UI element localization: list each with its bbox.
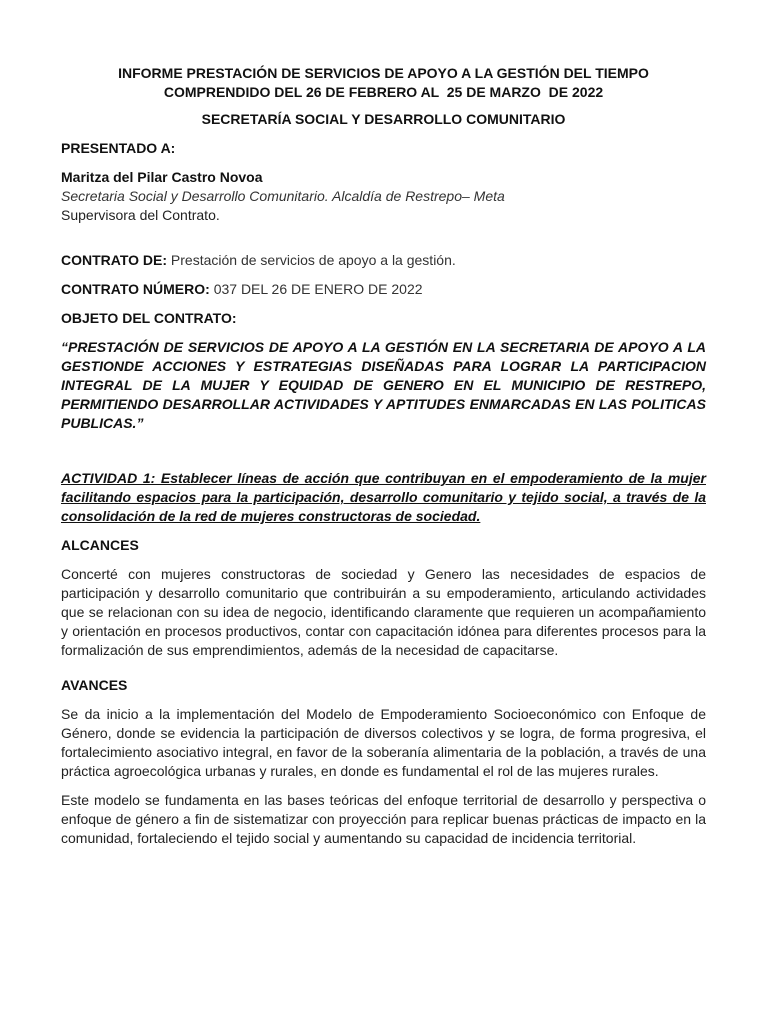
- contract-number: [61, 280, 706, 299]
- recipient-role: Supervisora del Contrato.: [61, 207, 220, 223]
- title-line-2: COMPRENDIDO DEL 26 DE FEBRERO AL 25 DE MARZO DE 2022: [163, 84, 604, 100]
- presented-label: PRESENTADO A:: [61, 140, 176, 156]
- avances-paragraph-1: Se da inicio a la implementación del Modelo de Empoderamiento Socioeconómico con Enfoque de Género, donde se evidencia la participación de diversos colectivos y se logra, de forma progresiva, el fortalecimiento asociativo integral, en favor de la soberanía alimentaria de la población, a través de una práctica agroecológica urbanas y rurales, en donde es fundamental el rol de las mujeres rurales.: [61, 706, 706, 779]
- contract-number-value: 037 DEL 26 DE ENERO DE 2022: [209, 281, 423, 297]
- recipient-block: [61, 168, 706, 225]
- alcances-text: Concerté con mujeres constructoras de sociedad y Genero las necesidades de espacios de participación y desarrollo comunitario que contribuirán a su empoderamiento, articulando actividades que se relacionan con su idea de negocio, identificando claramente que requieren un acompañamiento y orientación en procesos productivos, contar con capacitación idónea para diferentes procesos para la formalización de sus emprendimientos, además de la necesidad de capacitarse.: [61, 566, 706, 658]
- contract-number-label: CONTRATO NÚMERO:: [61, 281, 210, 297]
- contract-type: [61, 251, 706, 270]
- department-heading: SECRETARÍA SOCIAL Y DESARROLLO COMUNITARIO: [201, 111, 566, 127]
- recipient-office: Secretaria Social y Desarrollo Comunitario. Alcaldía de Restrepo– Meta: [61, 188, 505, 204]
- contract-type-value: Prestación de servicios de apoyo a la gestión.: [167, 252, 456, 268]
- title-line-1: INFORME PRESTACIÓN DE SERVICIOS DE APOYO A LA GESTIÓN DEL TIEMPO: [118, 65, 649, 81]
- avances-paragraph-2: Este modelo se fundamenta en las bases teóricas del enfoque territorial de desarrollo y perspectiva o enfoque de género a fin de sistematizar con proyección para replicar buenas prácticas de impacto en la comunidad, fortaleciendo el tejido social y aumentando su capacidad de incidencia territorial.: [61, 792, 706, 846]
- contract-type-label: CONTRATO DE:: [61, 252, 168, 268]
- alcances-heading: ALCANCES: [61, 537, 139, 553]
- contract-object-label: OBJETO DEL CONTRATO:: [61, 310, 237, 326]
- recipient-name: Maritza del Pilar Castro Novoa: [61, 169, 263, 185]
- spacer: [61, 225, 706, 251]
- avances-heading: AVANCES: [61, 677, 128, 693]
- contract-object-text: “PRESTACIÓN DE SERVICIOS DE APOYO A LA GESTIÓN EN LA SECRETARIA DE APOYO A LA GESTIONDE ACCIONES Y ESTRATEGIAS DISEÑADAS PARA LOGRAR LA PARTICIPACION INTEGRAL DE LA MUJER Y EQUIDAD DE GENERO EN EL MUNICIPIO DE RESTREPO, PERMITIENDO DESARROLLAR ACTIVIDADES Y APTITUDES ENMARCADAS EN LAS POLITICAS PUBLICAS.”: [61, 339, 706, 431]
- activity-1-text: ACTIVIDAD 1: Establecer líneas de acción que contribuyan en el empoderamiento de la mujer facilitando espacios para la participación, desarrollo comunitario y tejido social, a través de la consolidación de la red de mujeres constructoras de sociedad.: [61, 470, 706, 524]
- report-title: [61, 64, 706, 102]
